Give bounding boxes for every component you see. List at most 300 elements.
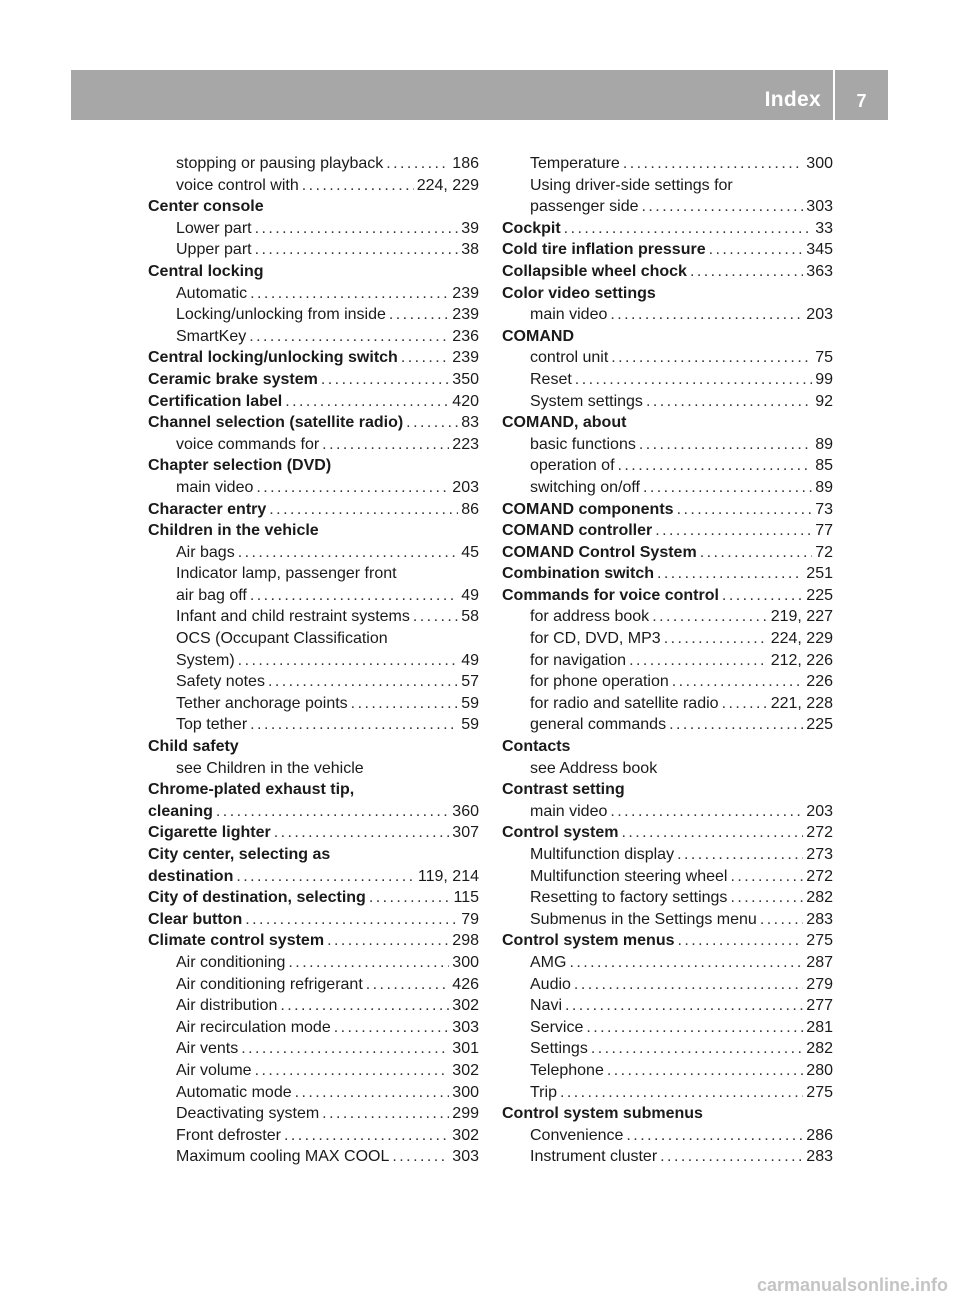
page-reference[interactable]: 282 [806, 889, 833, 907]
page-reference[interactable]: 272 [806, 824, 833, 842]
entry-label: Climate control system [148, 932, 325, 950]
index-subentry [148, 671, 479, 693]
entry-label: passenger side [530, 198, 639, 216]
dot-leader [575, 369, 812, 391]
index-subentry [502, 866, 833, 888]
index-subentry [502, 369, 833, 391]
index-subentry [502, 671, 833, 693]
index-entry [502, 261, 833, 283]
dot-leader [690, 261, 803, 283]
entry-label: Using driver-side settings for [530, 176, 733, 194]
dot-leader [250, 714, 458, 736]
entry-label: Multifunction steering wheel [530, 867, 728, 885]
index-subentry [148, 650, 479, 672]
dot-leader [321, 369, 449, 391]
page-reference[interactable]: 39 [461, 219, 479, 237]
page-reference[interactable]: 280 [806, 1061, 833, 1079]
page-reference[interactable]: 350 [452, 370, 479, 388]
page-reference[interactable]: 345 [806, 241, 833, 259]
entry-label: Automatic mode [176, 1083, 292, 1101]
page-reference[interactable]: 83 [461, 414, 479, 432]
page-reference[interactable]: 363 [806, 262, 833, 280]
index-subentry [502, 650, 833, 672]
dot-leader [250, 585, 458, 607]
dot-leader [245, 909, 458, 931]
page-reference[interactable]: 221, 228 [770, 694, 833, 712]
entry-label: main video [176, 478, 254, 496]
page-reference[interactable]: 279 [806, 975, 833, 993]
page-reference[interactable]: 49 [461, 586, 479, 604]
entry-label: Cigarette lighter [148, 824, 271, 842]
dot-leader [288, 952, 449, 974]
page-reference[interactable]: 59 [461, 716, 479, 734]
page-reference[interactable]: 57 [461, 673, 479, 691]
entry-label: for radio and satellite radio [530, 694, 719, 712]
index-entry [502, 585, 833, 607]
dot-leader [610, 801, 803, 823]
page-number: 7 [856, 91, 867, 111]
page-reference[interactable]: 273 [806, 846, 833, 863]
dot-leader [657, 563, 803, 585]
entry-label: Multifunction display [530, 846, 675, 863]
page-reference[interactable]: 224, 229 [770, 630, 833, 648]
entry-label: stopping or pausing playback [176, 155, 384, 172]
entry-label: Top tether [176, 716, 248, 734]
page-reference[interactable]: 283 [806, 1148, 833, 1166]
page-reference[interactable]: 303 [806, 198, 833, 216]
page-reference[interactable]: 212, 226 [770, 651, 833, 669]
dot-leader [401, 347, 449, 369]
page-reference[interactable]: 275 [806, 932, 833, 950]
dot-leader [302, 175, 414, 197]
entry-label: Air vents [176, 1040, 239, 1058]
entry-label: Tether anchorage points [176, 694, 348, 712]
entry-label: Contrast setting [502, 781, 625, 799]
index-entry [148, 801, 479, 823]
index-subentry [502, 175, 833, 197]
dot-leader [655, 520, 812, 542]
dot-leader [255, 239, 459, 261]
index-subentry [148, 585, 479, 607]
page-reference[interactable]: 426 [452, 975, 479, 993]
index-entry [502, 779, 833, 801]
entry-label: for phone operation [530, 673, 669, 691]
index-subentry [502, 455, 833, 477]
index-subentry [148, 326, 479, 348]
dot-leader [351, 693, 459, 715]
dot-leader [709, 239, 804, 261]
page-reference[interactable]: 300 [452, 953, 479, 971]
index-subentry [148, 304, 479, 326]
dot-leader [255, 1060, 450, 1082]
index-subentry [148, 995, 479, 1017]
dot-leader [730, 866, 803, 888]
page-reference[interactable]: 281 [806, 1018, 833, 1036]
index-entry [148, 499, 479, 521]
page-reference[interactable]: 58 [461, 608, 479, 626]
entry-label: Central locking/unlocking switch [148, 349, 398, 367]
index-entry [502, 326, 833, 348]
index-subentry [148, 563, 479, 585]
page-reference[interactable]: 282 [806, 1040, 833, 1058]
index-subentry [502, 909, 833, 931]
index-entry [148, 844, 479, 866]
entry-label: Lower part [176, 219, 252, 237]
entry-label: Deactivating system [176, 1105, 320, 1123]
index-entry [502, 930, 833, 952]
page-reference[interactable]: 251 [806, 565, 833, 583]
page-reference[interactable]: 300 [806, 155, 833, 172]
page-reference[interactable]: 99 [815, 370, 833, 388]
dot-leader [607, 1060, 803, 1082]
header-bar [71, 70, 833, 120]
entry-label: destination [148, 867, 234, 885]
index-entry [502, 520, 833, 542]
page-reference[interactable]: 85 [815, 457, 833, 475]
page-reference[interactable]: 225 [806, 716, 833, 734]
dot-leader [295, 1082, 450, 1104]
index-entry [148, 909, 479, 931]
entry-label: COMAND components [502, 500, 674, 518]
entry-label: Child safety [148, 738, 239, 756]
index-entry [148, 455, 479, 477]
page-reference[interactable]: 33 [815, 219, 833, 237]
page-reference[interactable]: 75 [815, 349, 833, 367]
index-entry [148, 391, 479, 413]
dot-leader [284, 1125, 449, 1147]
index-subentry [502, 693, 833, 715]
index-entry [148, 779, 479, 801]
dot-leader [413, 606, 458, 628]
index-subentry [148, 952, 479, 974]
dot-leader [565, 995, 803, 1017]
dot-leader [646, 391, 812, 413]
dot-leader [366, 974, 450, 996]
entry-label: for address book [530, 608, 650, 626]
index-subentry [148, 283, 479, 305]
index-entry [148, 261, 479, 283]
index-subentry [148, 1060, 479, 1082]
index-column-left [148, 153, 479, 1168]
index-subentry [148, 693, 479, 715]
page-reference[interactable]: 225 [806, 586, 833, 604]
page-reference[interactable]: 86 [461, 500, 479, 518]
dot-leader [285, 391, 449, 413]
page-reference[interactable]: 239 [452, 349, 479, 367]
entry-label: cleaning [148, 802, 213, 820]
dot-leader [256, 477, 449, 499]
entry-label: SmartKey [176, 327, 247, 345]
index-entry [148, 412, 479, 434]
entry-label: COMAND Control System [502, 543, 697, 561]
page-reference[interactable]: 303 [452, 1018, 479, 1036]
dot-leader [238, 542, 459, 564]
page-reference[interactable]: 89 [815, 435, 833, 453]
dot-leader [269, 499, 458, 521]
index-entry [148, 196, 479, 218]
page-reference[interactable]: 77 [815, 522, 833, 540]
dot-leader [322, 434, 449, 456]
entry-label: Front defroster [176, 1126, 281, 1144]
page-reference[interactable]: 286 [806, 1126, 833, 1144]
index-entry [148, 822, 479, 844]
page-reference[interactable]: 301 [452, 1040, 479, 1058]
index-subentry [148, 239, 479, 261]
index-subentry [148, 1125, 479, 1147]
index-subentry [502, 801, 833, 823]
dot-leader [611, 347, 812, 369]
entry-label: Automatic [176, 284, 248, 302]
index-entry [502, 1103, 833, 1125]
dot-leader [386, 153, 449, 175]
entry-label: switching on/off [530, 478, 640, 496]
page-reference[interactable]: 224, 229 [416, 176, 479, 194]
index-entry [502, 283, 833, 305]
dot-leader [216, 801, 449, 823]
entry-label: Air bags [176, 543, 235, 561]
index-subentry [148, 477, 479, 499]
entry-label: control unit [530, 349, 609, 367]
entry-label: Ceramic brake system [148, 370, 318, 388]
page-reference[interactable]: 223 [452, 435, 479, 453]
entry-label: OCS (Occupant Classification [176, 630, 388, 648]
entry-label: main video [530, 802, 608, 820]
page-reference[interactable]: 300 [452, 1083, 479, 1101]
dot-leader [618, 455, 813, 477]
entry-label: air bag off [176, 586, 247, 604]
entry-label: Central locking [148, 262, 264, 280]
section-title: Index [764, 88, 821, 111]
dot-leader [369, 887, 451, 909]
dot-leader [586, 1017, 803, 1039]
dot-leader [677, 844, 803, 866]
entry-label: Chapter selection (DVD) [148, 457, 332, 475]
dot-leader [722, 693, 768, 715]
entry-label: Resetting to factory settings [530, 889, 728, 907]
entry-label: Cockpit [502, 219, 561, 237]
page-reference[interactable]: 302 [452, 997, 479, 1015]
page-reference[interactable]: 298 [452, 932, 479, 950]
entry-label: Center console [148, 198, 264, 216]
index-subentry [148, 218, 479, 240]
index-subentry [502, 347, 833, 369]
page-reference[interactable]: 303 [452, 1148, 479, 1166]
page-reference[interactable]: 89 [815, 478, 833, 496]
dot-leader [700, 542, 813, 564]
entry-label: Clear button [148, 910, 243, 928]
entry-label: Channel selection (satellite radio) [148, 414, 404, 432]
dot-leader [677, 499, 813, 521]
dot-leader [569, 952, 803, 974]
page-reference[interactable]: 299 [452, 1105, 479, 1123]
index-subentry [502, 1125, 833, 1147]
entry-label: Air conditioning refrigerant [176, 975, 363, 993]
dot-leader [643, 477, 812, 499]
entry-label: main video [530, 306, 608, 324]
dot-leader [249, 326, 449, 348]
page-reference[interactable]: 283 [806, 910, 833, 928]
index-column-right [502, 153, 833, 1168]
entry-label: System settings [530, 392, 643, 410]
page-reference[interactable]: 119, 214 [417, 867, 479, 885]
index-subentry [502, 1082, 833, 1104]
dot-leader [621, 822, 803, 844]
page-reference[interactable]: 49 [461, 651, 479, 669]
dot-leader [610, 304, 803, 326]
index-subentry [502, 391, 833, 413]
index-subentry [148, 434, 479, 456]
dot-leader [268, 671, 458, 693]
index-subentry [502, 952, 833, 974]
index-subentry [502, 304, 833, 326]
page-reference[interactable]: 203 [806, 802, 833, 820]
index-subentry [148, 1017, 479, 1039]
entry-label: Submenus in the Settings menu [530, 910, 757, 928]
index-subentry [502, 1060, 833, 1082]
entry-label: see Address book [530, 759, 658, 777]
page-reference[interactable]: 239 [452, 284, 479, 302]
index-subentry [502, 1017, 833, 1039]
page-reference[interactable]: 275 [806, 1083, 833, 1101]
dot-leader [392, 1146, 449, 1168]
entry-label: Chrome-plated exhaust tip, [148, 781, 355, 799]
dot-leader [255, 218, 459, 240]
index-subentry [502, 628, 833, 650]
entry-label: Telephone [530, 1061, 604, 1079]
index-subentry [502, 434, 833, 456]
entry-label: Indicator lamp, passenger front [176, 565, 397, 583]
page-reference[interactable]: 73 [815, 500, 833, 518]
page-reference[interactable]: 226 [806, 673, 833, 691]
index-subentry [148, 1082, 479, 1104]
page-reference[interactable]: 38 [461, 241, 479, 259]
dot-leader [626, 1125, 803, 1147]
watermark: carmanualsonline.info [756, 1275, 948, 1295]
index-subentry [502, 758, 833, 780]
page-reference[interactable]: 186 [452, 155, 479, 172]
page-reference[interactable]: 45 [461, 543, 479, 561]
index-entry [502, 499, 833, 521]
index-entry [502, 218, 833, 240]
index-subentry [148, 542, 479, 564]
entry-label: Trip [530, 1083, 557, 1101]
dot-leader [591, 1038, 803, 1060]
entry-label: Children in the vehicle [148, 522, 319, 540]
entry-label: see Children in the vehicle [176, 759, 364, 777]
entry-label: Upper part [176, 241, 252, 259]
dot-leader [730, 887, 803, 909]
entry-label: for navigation [530, 651, 627, 669]
page-reference[interactable]: 420 [452, 392, 479, 410]
index-subentry [148, 974, 479, 996]
index-subentry [502, 606, 833, 628]
page-reference[interactable]: 277 [806, 997, 833, 1015]
index-entry [148, 347, 479, 369]
page-reference[interactable]: 72 [815, 543, 833, 561]
page-reference[interactable]: 360 [452, 802, 479, 820]
index-subentry [502, 1038, 833, 1060]
page-reference[interactable]: 203 [452, 478, 479, 496]
entry-label: Commands for voice control [502, 586, 719, 604]
entry-label: AMG [530, 953, 567, 971]
index-entry [148, 887, 479, 909]
page-reference[interactable]: 219, 227 [770, 608, 833, 626]
index-subentry [148, 606, 479, 628]
entry-label: Locking/unlocking from inside [176, 306, 386, 324]
index-subentry [148, 758, 479, 780]
page-reference[interactable]: 302 [452, 1061, 479, 1079]
entry-label: Cold tire inflation pressure [502, 241, 706, 259]
index-subentry [502, 844, 833, 866]
entry-label: for CD, DVD, MP3 [530, 630, 661, 648]
page-reference[interactable]: 115 [453, 889, 479, 907]
dot-leader [560, 1082, 803, 1104]
page-reference[interactable]: 59 [461, 694, 479, 712]
entry-label: Temperature [530, 155, 620, 172]
index-subentry [148, 175, 479, 197]
entry-label: Air distribution [176, 997, 278, 1015]
entry-label: Combination switch [502, 565, 654, 583]
page-reference[interactable]: 203 [806, 306, 833, 324]
dot-leader [760, 909, 803, 931]
entry-label: City center, selecting as [148, 846, 331, 863]
page-reference[interactable]: 302 [452, 1126, 479, 1144]
entry-label: Contacts [502, 738, 571, 756]
page-reference[interactable]: 79 [461, 910, 479, 928]
entry-label: City of destination, selecting [148, 889, 366, 907]
entry-label: Safety notes [176, 673, 265, 691]
index-subentry [502, 974, 833, 996]
entry-label: Reset [530, 370, 572, 388]
dot-leader [334, 1017, 450, 1039]
entry-label: System) [176, 651, 235, 669]
index-entry [148, 369, 479, 391]
entry-label: Settings [530, 1040, 588, 1058]
dot-leader [664, 628, 768, 650]
dot-leader [639, 434, 812, 456]
index-subentry [148, 714, 479, 736]
entry-label: Control system submenus [502, 1105, 703, 1123]
dot-leader [327, 930, 449, 952]
page-reference[interactable]: 287 [806, 953, 833, 971]
index-subentry [148, 153, 479, 175]
index-entry [148, 520, 479, 542]
entry-label: Maximum cooling MAX COOL [176, 1148, 390, 1166]
dot-leader [564, 218, 813, 240]
page-reference[interactable]: 236 [452, 327, 479, 345]
page-reference[interactable]: 239 [452, 306, 479, 324]
entry-label: operation of [530, 457, 615, 475]
dot-leader [623, 153, 803, 175]
page-number-box [835, 70, 888, 120]
page-reference[interactable]: 92 [815, 392, 833, 410]
entry-label: basic functions [530, 435, 636, 453]
page-reference[interactable]: 307 [452, 824, 479, 842]
index-entry [502, 239, 833, 261]
index-entry [502, 736, 833, 758]
index-subentry [148, 1146, 479, 1168]
entry-label: general commands [530, 716, 667, 734]
index-subentry [502, 995, 833, 1017]
index-subentry [502, 196, 833, 218]
dot-leader [389, 304, 449, 326]
dot-leader [574, 974, 803, 996]
entry-label: Infant and child restraint systems [176, 608, 410, 626]
entry-label: Collapsible wheel chock [502, 262, 687, 280]
page-reference[interactable]: 272 [806, 867, 833, 885]
index-entry [148, 930, 479, 952]
index-subentry [148, 1038, 479, 1060]
